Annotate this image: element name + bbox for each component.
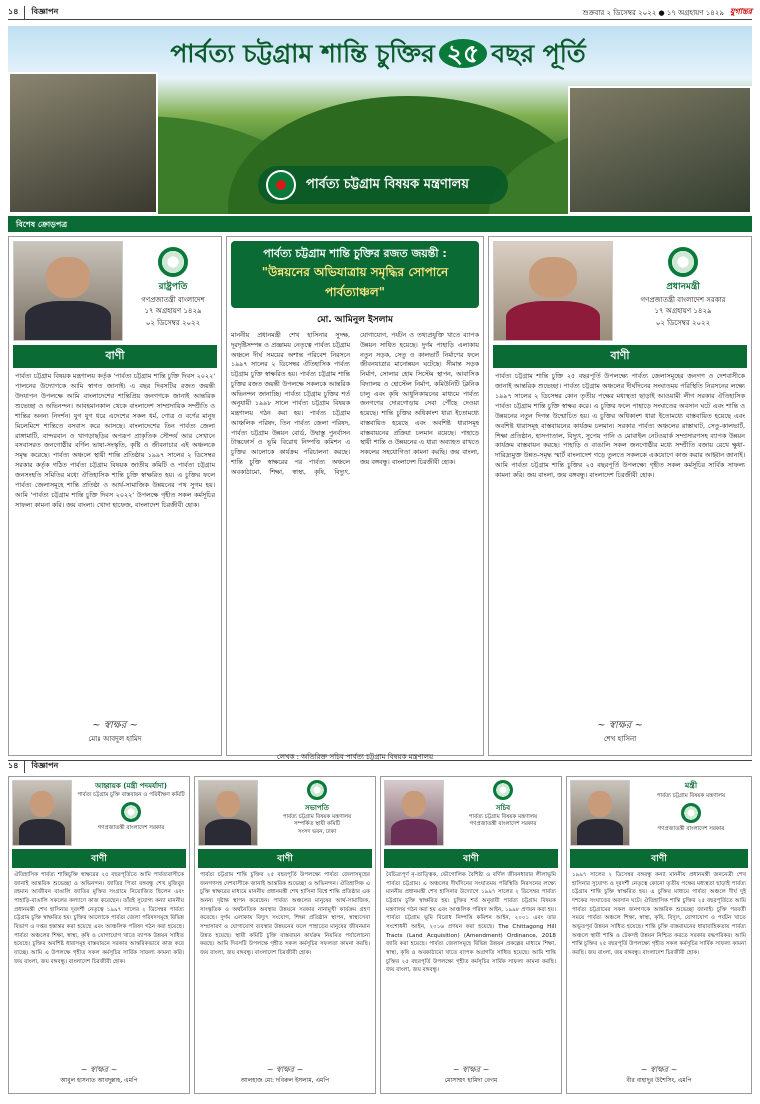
chairman-message-body: পার্বত্য চট্টগ্রাম শান্তি চুক্তির ২৫ বছরপূর্তি উপলক্ষ্যে পার্বত্য জেলাসমূহের জনগণসহ দেশবাসীকে জানাই আন্তরিক শুভেচ্ছা ও অভিনন্দন। ঐতিহাসিক এ চুক্তি স্বাক্ষরের মাধ্যমে মাননীয় প্রধানমন্ত্রী শেখ হাসিনা বিশ্বে শান্তি প্রতিষ্ঠার এক অনন্য দৃষ্টান্ত স্থাপন করেছেন। পার্বত্য অঞ্চলের মানুষের আর্থ-সামাজিক, সাংস্কৃতিক ও অর্থনৈতিক অবস্থার উন্নয়নে সরকার নানামুখী কার্যক্রম গ্রহণ করেছে। দুর্গম এলাকায় বিদ্যুৎ সংযোগ, শিক্ষা প্রতিষ্ঠান স্থাপন, স্বাস্থ্যসেবা সম্প্রসারণ ও যোগাযোগ ব্যবস্থার উন্নয়নের ফলে পাহাড়ের মানুষের জীবনমান উন্নত হয়েছে। স্থায়ী কমিটি চুক্তি বাস্তবায়ন কার্যক্রম নিয়মিত পর্যালোচনা করছে। আমি দিবসটি উপলক্ষে গৃহীত সকল কর্মসূচির সফলতা কামনা করছি। জয় বাংলা, জয় বঙ্গবন্ধু। বাংলাদেশ চিরজীবী হোক। [200,872,370,956]
convener-seal-icon [121,802,141,822]
president-message-body: পার্বত্য চট্টগ্রাম বিষয়ক মন্ত্রণালয় কর্তৃক 'পার্বত্য চট্টগ্রাম শান্তি চুক্তি দিবস ২০২২' পালনের উদ্যোগকে আমি স্বাগত জানাই। এ বছর দিবসটির রজত জয়ন্তী উদযাপন উপলক্ষে আমি বাংলাদেশের শান্তিপ্রিয় জনগণকে জানাই আন্তরিক শুভেচ্ছা ও অভিনন্দন। আবহমানকাল থেকে বাংলাদেশ সাম্প্রদায়িক সম্প্রীতি ও শান্তির অনন্য নিদর্শন। যুগ যুগ ধরে এদেশের সকল ধর্ম, গোত্র ও বর্ণের মানুষ মিলেমিশে শান্তিতে বসবাস করে আসছে। বাংলাদেশের তিন পার্বত্য জেলা রাঙ্গামাটি, বান্দরবান ও খাগড়াছড়ির অপরূপ প্রাকৃতিক সৌন্দর্য আর সেখানে বসবাসরত জনগোষ্ঠীর বর্ণিল ভাষা-সংস্কৃতি, কৃষ্টি ও জীবনাচার এই অঞ্চলকে সমৃদ্ধ করেছে। পার্বত্য অঞ্চলে স্থায়ী শান্তি প্রতিষ্ঠায় ১৯৯৭ সালের ২ ডিসেম্বর সরকার কর্তৃক গঠিত পার্বত্য চট্টগ্রাম বিষয়ক জাতীয় কমিটি ও পার্বত্য চট্টগ্রাম জনসংহতি সমিতির মধ্যে ঐতিহাসিক শান্তি চুক্তি স্বাক্ষরিত হয়। এ চুক্তির ফলে পার্বত্য জেলাসমূহে শান্তি প্রতিষ্ঠা ও আর্থ-সামাজিক উন্নয়নের পথ সুগম হয়। আমি 'পার্বত্য চট্টগ্রাম শান্তি চুক্তি দিবস ২০২২' উপলক্ষে গৃহীত সকল কর্মসূচির সাফল্য কামনা করি। জয় বাংলা। খোদা হাফেজ, বাংলাদেশ চিরজীবী হোক। [15,372,215,509]
chairman-signature: ~ স্বাক্ষর ~ [266,1065,304,1074]
govt-emblem-icon [266,170,296,200]
president-date-bangla: ১৭ অগ্রহায়ণ ১৪২৯ [144,307,202,316]
chairman-name: আলহাজ মো: দবিরুল ইসলাম, এমপি [240,1077,330,1084]
secretary-ministry: পার্বত্য চট্টগ্রাম বিষয়ক মন্ত্রণালয় [468,814,538,820]
president-signature: ~ স্বাক্ষর ~ [92,720,138,731]
article-subtitle: "উন্নয়নের অভিযাত্রায় সমৃদ্ধির সোপানে পার্বত্যাঞ্চল" [261,265,449,299]
pm-message [488,236,752,756]
chairman-title: সভাপতি [305,804,329,812]
page-header [8,6,752,20]
article-title: পার্বত্য চট্টগ্রাম শান্তি চুক্তির রজত জয়ন্তী : [263,247,447,260]
convener-message-body: ঐতিহাসিক পার্বত্য শান্তিচুক্তি স্বাক্ষরের ২৫ বছরপূর্তিতে আমি পার্বত্যবাসীকে জানাই আন্তরিক শুভেচ্ছা ও অভিনন্দন। জাতির পিতা বঙ্গবন্ধু শেখ মুজিবুর রহমান আজীবন বাঙালি জাতির মুক্তির সংগ্রামে নিয়োজিত ছিলেন এবং পাহাড়ি-বাঙালি সকলের কল্যাণে কাজ করেছেন। তাঁরই সুযোগ্য কন্যা মাননীয় প্রধানমন্ত্রী শেখ হাসিনার দূরদর্শী নেতৃত্বে ১৯৯৭ সালের ২ ডিসেম্বর পার্বত্য চট্টগ্রাম চুক্তি স্বাক্ষরিত হয়। চুক্তির আলোকে পার্বত্য জেলা পরিষদসমূহে বিভিন্ন বিভাগ ও দপ্তর হস্তান্তর করা হয়েছে এবং আঞ্চলিক পরিষদ গঠন করা হয়েছে। পার্বত্য অঞ্চলের শিক্ষা, স্বাস্থ্য, কৃষি ও যোগাযোগ খাতে ব্যাপক উন্নয়ন সাধিত হয়েছে। চুক্তির অবশিষ্ট ধারাসমূহ বাস্তবায়নে সরকার আন্তরিকভাবে কাজ করে যাচ্ছে। আমি এ উপলক্ষে গৃহীত সকল কর্মসূচির সার্বিক সাফল্য কামনা করি। জয় বাংলা, জয় বঙ্গবন্ধু। বাংলাদেশ চিরজীবী হোক। [14,872,184,965]
masthead-logo: যুগান্তর [729,6,752,16]
ministry-name: পার্বত্য চট্টগ্রাম বিষয়ক মন্ত্রণালয় [306,176,469,192]
page-divider: ১৪ বিজ্ঞাপন [8,760,752,772]
secretary-photo [384,780,444,846]
center-article [226,236,484,761]
banner-title: পার্বত্য চট্টগ্রাম শান্তি চুক্তির ২৫ বছর পূর্তি [170,39,586,68]
convener-name: আবুল হাসনাত আবদুল্লাহ, এমপি [60,1077,138,1084]
chairman-location: সংসদ ভবন, ঢাকা [297,828,337,835]
banner-photo-left [8,72,158,214]
anniversary-banner [8,26,752,214]
convener-message [8,776,190,1094]
convener-bani-heading: বাণী [12,849,186,868]
article-footer: লেখক : অতিরিক্ত সচিব পার্বত্য চট্টগ্রাম বিষয়ক মন্ত্রণালয় [276,753,434,761]
chairman-photo [198,780,258,846]
page-number: ১৪ [8,7,19,16]
secretary-name: মোসাম্মৎ হামিদা বেগম [444,1077,498,1084]
president-bani-heading: বাণী [13,345,217,368]
minister-message-body: ১৯৯৭ সালের ২ ডিসেম্বর বঙ্গবন্ধু কন্যা মাননীয় প্রধানমন্ত্রী জননেত্রী শেখ হাসিনার সুযোগ্য ও দূরদর্শী নেতৃত্বে কোনো তৃতীয় পক্ষের মধ্যস্থতা ছাড়াই পার্বত্য চট্টগ্রাম শান্তি চুক্তি স্বাক্ষরিত হয়। এ চুক্তির মাধ্যমে পার্বত্য অঞ্চলে দীর্ঘ দুই দশকের সংঘাতের অবসান ঘটে। ঐতিহাসিক শান্তি চুক্তির ২৫ বছরপূর্তিতে আমি পার্বত্য চট্টগ্রামের সকল জনগণকে আন্তরিক শুভেচ্ছা জানাই। চুক্তি পরবর্তী সময়ে পার্বত্য অঞ্চলে শিক্ষা, স্বাস্থ্য, কৃষি, বিদ্যুৎ, যোগাযোগ ও পর্যটন খাতে অভূতপূর্ব উন্নয়ন সাধিত হয়েছে। শান্তি চুক্তি বাস্তবায়নের ধারাবাহিকতায় পার্বত্য অঞ্চলে স্থায়ী শান্তি ও টেকসই উন্নয়ন নিশ্চিত করতে সরকার বদ্ধপরিকর। আমি শান্তি চুক্তির ২৫ বছরপূর্তি উপলক্ষ্যে গৃহীত সকল কর্মসূচির সার্বিক সাফল্য কামনা করছি। জয় বাংলা, জয় বঙ্গবন্ধু। বাংলাদেশ চিরজীবী হোক। [572,872,746,956]
president-name: মোঃ আবদুল হামিদ [88,735,142,743]
convener-photo [12,780,72,846]
pm-designation: প্রধানমন্ত্রী [666,282,700,292]
convener-committee: পার্বত্য চট্টগ্রাম চুক্তি বাস্তবায়ন ও পরিবীক্ষণ কমিটি [77,792,185,798]
secretary-seal-icon [493,780,513,800]
chairman-committee: সম্পর্কিত স্থায়ী কমিটি [293,821,341,828]
secretary-message-body: বৈচিত্র্যপূর্ণ নৃ-তাত্ত্বিক, ভৌগোলিক বৈশিষ্ট্য ও বর্ণিল জীবনধারার লীলাভূমি পার্বত্য চট্টগ্রাম। এ অঞ্চলের দীর্ঘদিনের সংঘাতময় পরিস্থিতি নিরসনের লক্ষ্যে মাননীয় প্রধানমন্ত্রী শেখ হাসিনার উদ্যোগে ১৯৯৭ সালের ২ ডিসেম্বর পার্বত্য চট্টগ্রাম চুক্তি স্বাক্ষরিত হয়। চুক্তির শর্ত অনুযায়ী পার্বত্য চট্টগ্রাম বিষয়ক মন্ত্রণালয় গঠন করা হয় এবং আঞ্চলিক পরিষদ আইন, ১৯৯৮ প্রণয়ন করা হয়। পার্বত্য চট্টগ্রাম ভূমি বিরোধ নিষ্পত্তি কমিশন আইন, ২০০১ এবং তার সংশোধনী আইন, ২০১৬ প্রণয়ন করা হয়েছে। The Chittagong Hill Tracts (Land Acquisition) (Amendment) Ordinance, 2018 জারি করা হয়েছে। পার্বত্য জেলাসমূহে বিভিন্ন উন্নয়ন প্রকল্পের মাধ্যমে শিক্ষা, স্বাস্থ্য, কৃষি ও অবকাঠামো খাতে ব্যাপক অগ্রগতি সাধিত হয়েছে। আমি শান্তি চুক্তির ২৫ বছরপূর্তি উপলক্ষ্যে গৃহীত কর্মসূচির সার্বিক সাফল্য কামনা করছি। জয় বাংলা, জয় বঙ্গবন্ধু। [386,872,556,974]
secretary-govt: গণপ্রজাতন্ত্রী বাংলাদেশ সরকার [469,821,537,828]
minister-ministry: পার্বত্য চট্টগ্রাম বিষয়ক মন্ত্রণালয় [656,793,726,799]
secretary-signature: ~ স্বাক্ষর ~ [452,1065,490,1074]
section-label: বিজ্ঞাপন [24,6,58,19]
convener-signature: ~ স্বাক্ষর ~ [80,1065,118,1074]
pm-country: গণপ্রজাতন্ত্রী বাংলাদেশ সরকার [640,296,726,304]
president-photo [13,241,123,341]
minister-photo [570,780,630,846]
section-header: বিশেষ ক্রোড়পত্র [8,216,752,232]
pm-photo [493,241,613,341]
minister-bani-heading: বাণী [570,849,748,868]
convener-govt: গণপ্রজাতন্ত্রী বাংলাদেশ সরকার [97,825,165,832]
minister-name: বীর বাহাদুর উশৈসিং, এমপি [626,1077,692,1084]
secretary-message [380,776,562,1094]
secretary-title: সচিব [495,804,511,812]
article-body: মাননীয় প্রধানমন্ত্রী শেখ হাসিনার সুদক্ষ, দূরদৃষ্টিসম্পন্ন ও প্রজ্ঞাময় নেতৃত্বে পার্বত্য চট্টগ্রাম অঞ্চলে দীর্ঘ সময়ের অশান্ত পরিবেশ নিরসনে ১৯৯৭ সালের ২ ডিসেম্বর ঐতিহাসিক পার্বত্য চট্টগ্রাম চুক্তি স্বাক্ষরিত হয়। পার্বত্য চট্টগ্রাম শান্তি চুক্তির রজত জয়ন্তী উপলক্ষে সকলকে আন্তরিক অভিনন্দন জানাচ্ছি। পার্বত্য চট্টগ্রাম চুক্তির শর্ত অনুযায়ী ১৯৯৮ সালে পার্বত্য চট্টগ্রাম বিষয়ক মন্ত্রণালয় গঠন করা হয়। পার্বত্য চট্টগ্রাম আঞ্চলিক পরিষদ, তিন পার্বত্য জেলা পরিষদ, পার্বত্য চট্টগ্রাম উন্নয়ন বোর্ড, উদ্বাস্তু পুনর্বাসন টাস্কফোর্স ও ভূমি বিরোধ নিষ্পত্তি কমিশন এ চুক্তির আলোকে কার্যক্রম পরিচালনা করছে। শান্তি চুক্তি স্বাক্ষরের পর পার্বত্য অঞ্চলে অবকাঠামো, শিক্ষা, স্বাস্থ্য, কৃষি, বিদ্যুৎ, যোগাযোগ, পর্যটন ও তথ্যপ্রযুক্তি খাতে ব্যাপক উন্নয়ন সাধিত হয়েছে। দুর্গম পাহাড়ি এলাকায় নতুন সড়ক, সেতু ও কালভার্ট নির্মাণের ফলে জীবনযাত্রার মানোন্নয়ন ঘটেছে। সীমান্ত সড়ক নির্মাণ, সোলার হোম সিস্টেম স্থাপন, আবাসিক বিদ্যালয় ও হোস্টেল নির্মাণ, কমিউনিটি ক্লিনিক চালু এবং কৃষি আধুনিকায়নের মাধ্যমে পার্বত্য জনগণের দোরগোড়ায় সেবা পৌঁছে দেওয়া হয়েছে। শান্তি চুক্তির অধিকাংশ ধারা ইতোমধ্যে বাস্তবায়িত হয়েছে এবং অবশিষ্ট ধারাসমূহ বাস্তবায়নের প্রক্রিয়া চলমান রয়েছে। পাহাড়ে স্থায়ী শান্তি ও উন্নয়নের এ ধারা অব্যাহত রাখতে সকলের সহযোগিতা কামনা করছি। জয় বাংলা, জয় বঙ্গবন্ধু। বাংলাদেশ চিরজীবী হোক। [231,332,479,476]
president-designation: রাষ্ট্রপতি [158,282,188,292]
pm-signature: ~ স্বাক্ষর ~ [597,720,643,731]
chairman-seal-icon [307,780,327,800]
president-date: ০২ ডিসেম্বর ২০২২ [145,318,201,327]
chairman-bani-heading: বাণী [198,849,372,868]
pm-name: শেখ হাসিনা [603,735,637,743]
issue-date: শুক্রবার ২ ডিসেম্বর ২০২২ ● ১৭ অগ্রহায়ণ ১৪২৯ [582,8,724,17]
pm-bani-heading: বাণী [493,345,747,368]
president-country: গণপ্রজাতন্ত্রী বাংলাদেশ [141,296,205,304]
pm-seal-icon [668,247,698,277]
banner-photo-right [568,86,752,214]
pm-date: ০২ ডিসেম্বর ২০২২ [655,318,711,327]
minister-message [566,776,752,1094]
secretary-bani-heading: বাণী [384,849,558,868]
convener-title: আহ্বায়ক (মন্ত্রী পদমর্যাদা) [95,782,167,790]
ministry-ribbon [258,166,508,204]
article-author: মো. আমিনুল ইসলাম [316,315,394,325]
minister-signature: ~ স্বাক্ষর ~ [640,1065,678,1074]
president-message [8,236,222,756]
pm-message-body: পার্বত্য চট্টগ্রাম শান্তি চুক্তি ২৫ বছরপূর্তি উপলক্ষ্যে পার্বত্য জেলাসমূহের জনগণ ও দেশবাসীকে জানাই আন্তরিক শুভেচ্ছা। পার্বত্য চট্টগ্রাম অঞ্চলের দীর্ঘদিনের সংঘাতময় পরিস্থিতি নিরসনের লক্ষ্যে ১৯৯৭ সালের ২ ডিসেম্বর কোন তৃতীয় পক্ষের মধ্যস্থতা ছাড়াই আওয়ামী লীগ সরকার ঐতিহাসিক পার্বত্য চট্টগ্রাম শান্তি চুক্তি স্বাক্ষর করে। এ চুক্তির ফলে পাহাড়ে সংঘাতের অবসান ঘটে এবং শান্তি ও উন্নয়নের নতুন দিগন্ত উন্মোচিত হয়। এ চুক্তির অধিকাংশ ধারা ইতোমধ্যে বাস্তবায়িত হয়েছে এবং অবশিষ্ট ধারাসমূহ বাস্তবায়নের কার্যক্রম চলমান। সরকার পার্বত্য অঞ্চলের রাস্তাঘাট, সেতু-কালভার্ট, শিক্ষা প্রতিষ্ঠান, হাসপাতাল, বিদ্যুৎ, সুপেয় পানি ও মোবাইল নেটওয়ার্ক সম্প্রসারণসহ ব্যাপক উন্নয়ন কার্যক্রম বাস্তবায়ন করছে। পাহাড়ি ও বাঙালি সকল জনগোষ্ঠীর মধ্যে সম্প্রীতি বজায় রেখে ক্ষুধা-দারিদ্র্যমুক্ত উন্নত-সমৃদ্ধ স্মার্ট বাংলাদেশ গড়ে তুলতে সকলকে একযোগে কাজ করার আহ্বান জানাই। আমি পার্বত্য চট্টগ্রাম শান্তি চুক্তির ২৫ বছরপূর্তি উপলক্ষ্যে গৃহীত সকল কর্মসূচির সার্বিক সাফল্য কামনা করি। জয় বাংলা, জয় বঙ্গবন্ধু। বাংলাদেশ চিরজীবী হোক। [495,372,745,480]
minister-seal-icon [681,803,701,823]
article-title-box [231,241,479,308]
pm-date-bangla: ১৭ অগ্রহায়ণ ১৪২৯ [654,307,712,316]
chairman-ministry: পার্বত্য চট্টগ্রাম বিষয়ক মন্ত্রণালয় [282,814,352,820]
minister-title: মন্ত্রী [684,781,698,790]
minister-govt: গণপ্রজাতন্ত্রী বাংলাদেশ সরকার [657,826,725,833]
president-seal-icon [158,247,188,277]
chairman-message [194,776,376,1094]
